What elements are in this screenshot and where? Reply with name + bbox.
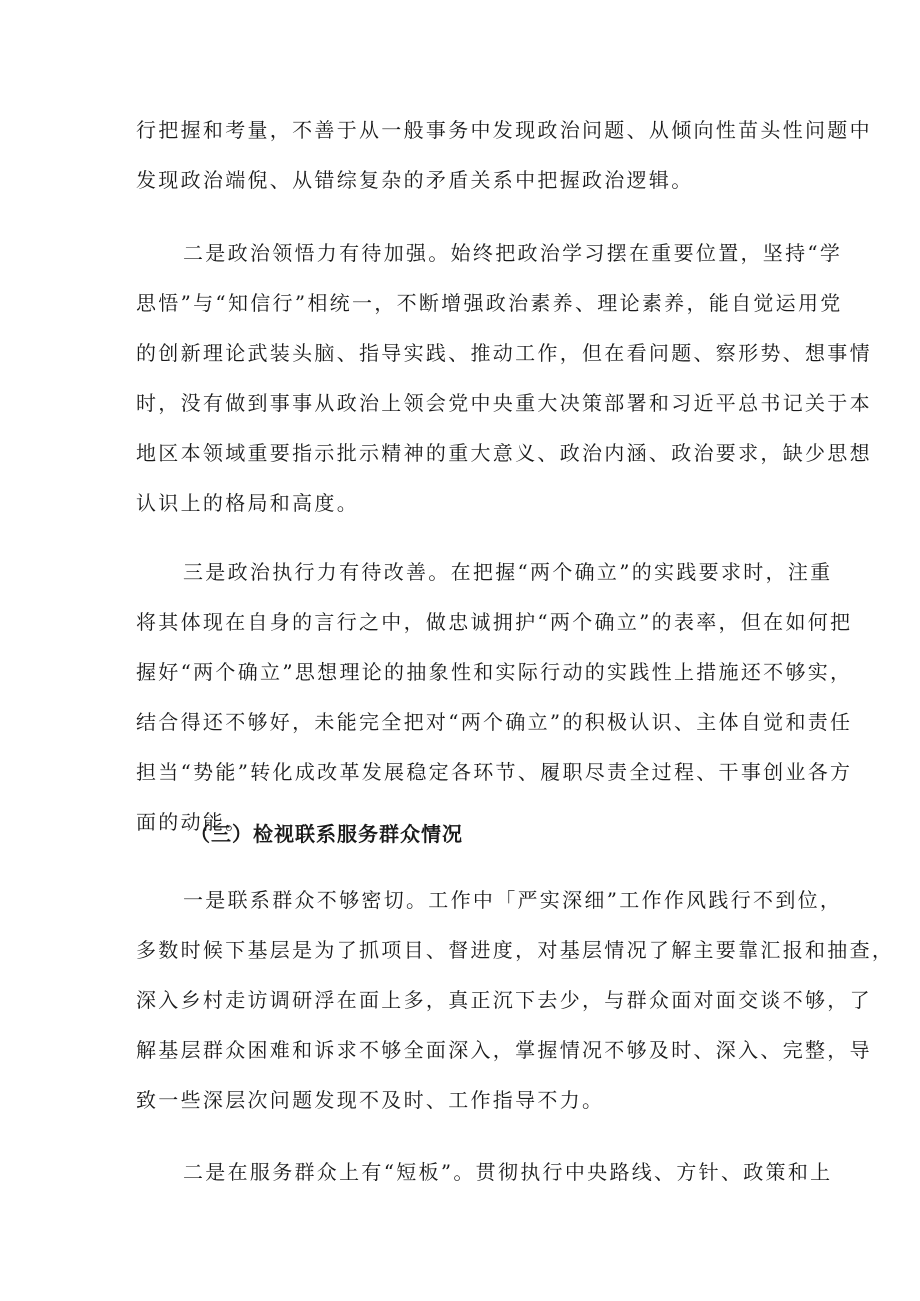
paragraph-1-line-2: 发现政治端倪、从错综复杂的矛盾关系中把握政治逻辑。 xyxy=(136,168,694,192)
paragraph-4-line-5: 致一些深层次问题发现不及时、工作指导不力。 xyxy=(136,1088,605,1112)
paragraph-2-line-3: 的创新理论武装头脑、指导实践、推动工作，但在看问题、察形势、想事情 xyxy=(136,341,872,365)
paragraph-3-line-2: 将其体现在自身的言行之中，做忠诚拥护“两个确立”的表率，但在如何把 xyxy=(136,610,853,634)
paragraph-3-line-6: 面的动能。 xyxy=(136,810,248,834)
paragraph-3-line-5: 担当“势能”转化成改革发展稳定各环节、履职尽责全过程、干事创业各方 xyxy=(136,760,853,784)
paragraph-3-line-4: 结合得还不够好，未能完全把对“两个确立”的积极认识、主体自觉和责任 xyxy=(136,710,853,734)
paragraph-5-line-1: 二是在服务群众上有“短板”。贯彻执行中央路线、方针、政策和上 xyxy=(183,1160,833,1184)
paragraph-3-line-1: 三是政治执行力有待改善。在把握“两个确立”的实践要求时，注重 xyxy=(183,560,833,584)
paragraph-2-line-5: 地区本领域重要指示批示精神的重大意义、政治内涵、政治要求，缺少思想 xyxy=(136,441,872,465)
section-heading: （三）检视联系服务群众情况 xyxy=(190,822,463,846)
paragraph-2-line-4: 时，没有做到事事从政治上领会党中央重大决策部署和习近平总书记关于本 xyxy=(136,391,872,415)
paragraph-2-line-2: 思悟”与“知信行”相统一，不断增强政治素养、理论素养，能自觉运用党 xyxy=(136,291,843,315)
paragraph-4-line-3: 深入乡村走访调研浮在面上多，真正沉下去少，与群众面对面交谈不够，了 xyxy=(136,988,872,1012)
paragraph-4-line-4: 解基层群众困难和诉求不够全面深入，掌握情况不够及时、深入、完整，导 xyxy=(136,1038,872,1062)
paragraph-4-line-2: 多数时候下基层是为了抓项目、督进度，对基层情况了解主要靠汇报和抽查， xyxy=(136,938,895,962)
paragraph-1-line-1: 行把握和考量，不善于从一般事务中发现政治问题、从倾向性苗头性问题中 xyxy=(136,118,872,142)
paragraph-2-line-1: 二是政治领悟力有待加强。始终把政治学习摆在重要位置，坚持“学 xyxy=(183,241,843,265)
paragraph-4-line-1: 一是联系群众不够密切。工作中「严实深细”工作作风践行不到位， xyxy=(183,888,843,912)
paragraph-2-line-6: 认识上的格局和高度。 xyxy=(136,491,359,515)
paragraph-3-line-3: 握好“两个确立”思想理论的抽象性和实际行动的实践性上措施还不够实， xyxy=(136,660,853,684)
